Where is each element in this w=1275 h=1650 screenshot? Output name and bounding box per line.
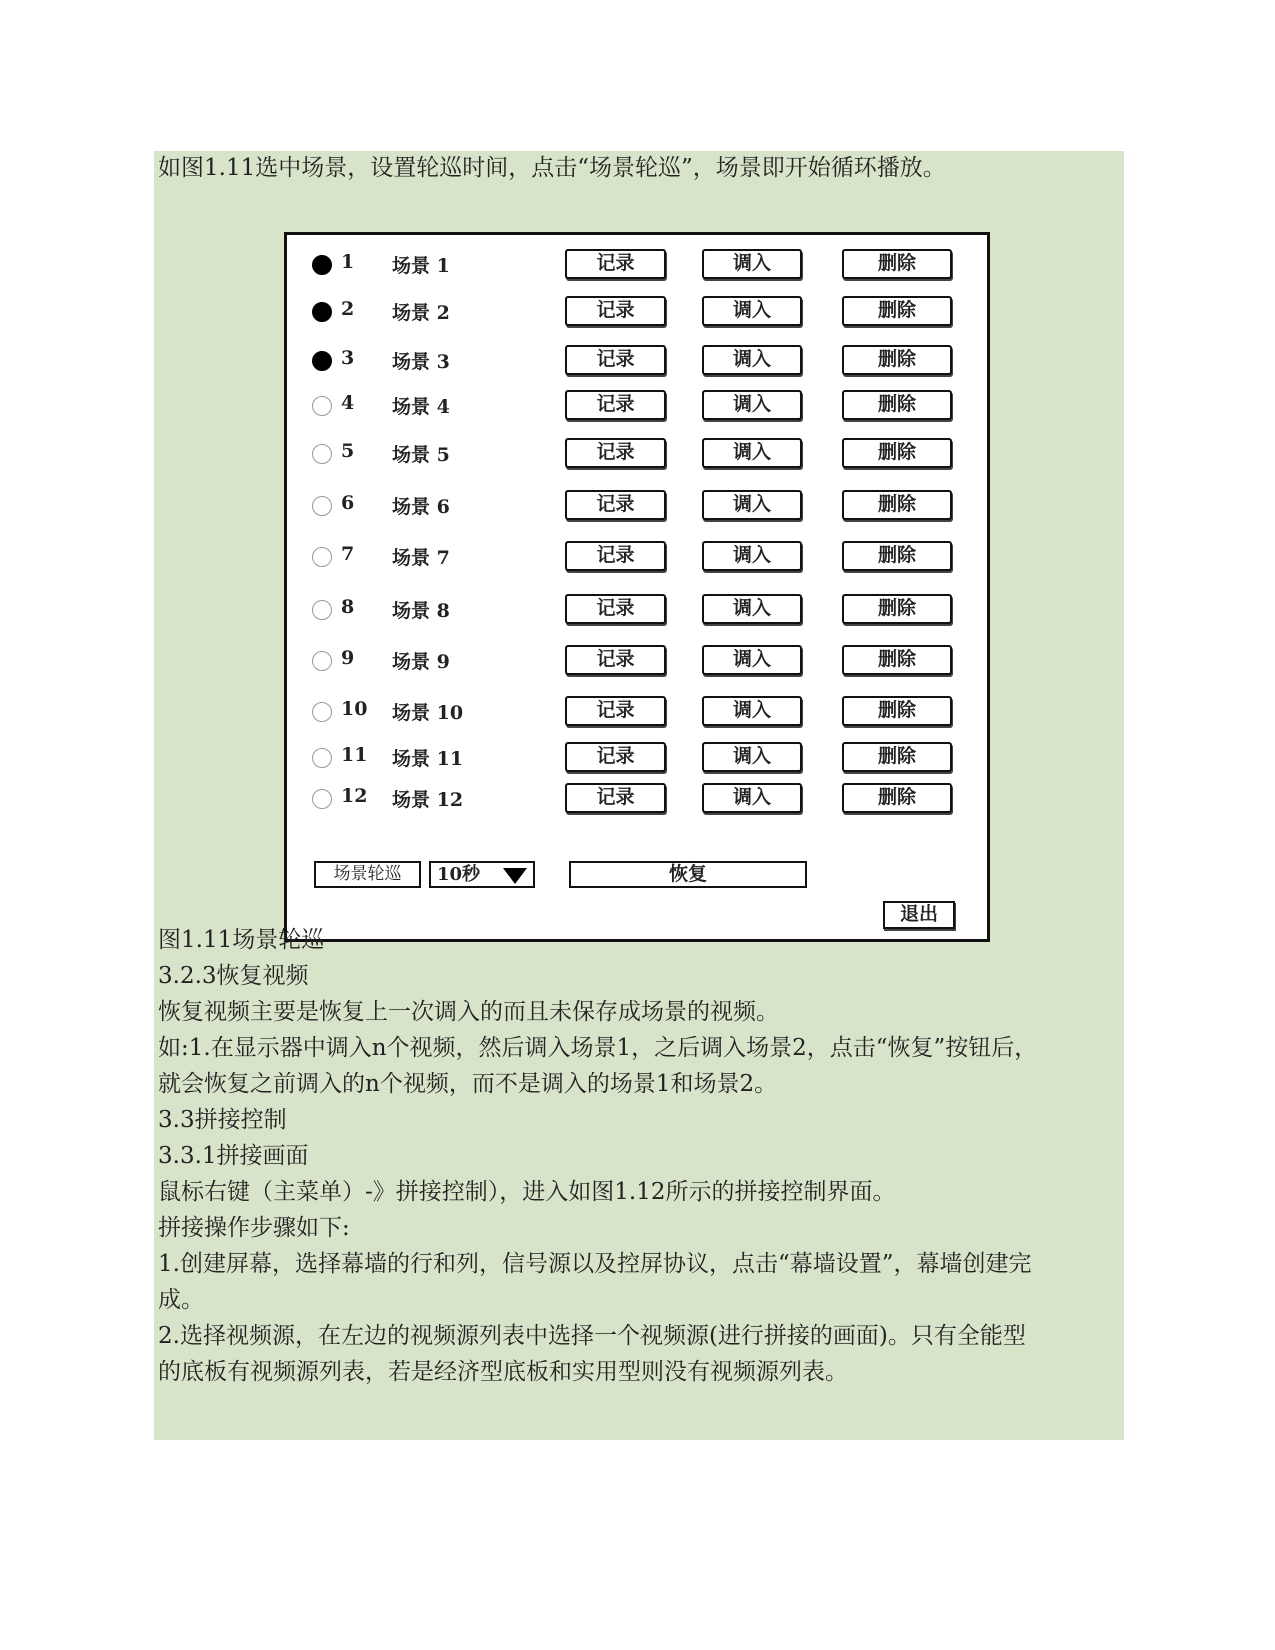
load-button[interactable]: 调入 — [702, 594, 802, 624]
delete-button[interactable]: 删除 — [842, 490, 952, 520]
record-button[interactable]: 记录 — [565, 438, 666, 468]
scene-number: 12 — [341, 785, 368, 807]
load-button[interactable]: 调入 — [702, 345, 802, 375]
scene-radio[interactable] — [312, 351, 332, 371]
load-button[interactable]: 调入 — [702, 696, 802, 726]
body-line: 1.创建屏幕，选择幕墙的行和列，信号源以及控屏协议，点击“幕墙设置”，幕墙创建完 — [158, 1251, 1032, 1277]
record-button[interactable]: 记录 — [565, 490, 666, 520]
load-button[interactable]: 调入 — [702, 742, 802, 772]
record-button[interactable]: 记录 — [565, 783, 666, 813]
load-button[interactable]: 调入 — [702, 541, 802, 571]
interval-select[interactable] — [429, 861, 535, 888]
scene-row — [287, 738, 987, 778]
scene-number: 11 — [341, 744, 368, 766]
scene-row — [287, 692, 987, 732]
load-button[interactable]: 调入 — [702, 438, 802, 468]
scene-radio[interactable] — [312, 651, 332, 671]
delete-button[interactable]: 删除 — [842, 249, 952, 279]
restore-button[interactable]: 恢复 — [569, 861, 807, 888]
body-line: 2.选择视频源，在左边的视频源列表中选择一个视频源(进行拼接的画面)。只有全能型 — [158, 1323, 1026, 1349]
scene-radio[interactable] — [312, 302, 332, 322]
scene-radio[interactable] — [312, 789, 332, 809]
scene-row — [287, 779, 987, 819]
record-button[interactable]: 记录 — [565, 696, 666, 726]
record-button[interactable]: 记录 — [565, 296, 666, 326]
body-line: 拼接操作步骤如下: — [158, 1215, 350, 1241]
load-button[interactable]: 调入 — [702, 390, 802, 420]
scene-radio[interactable] — [312, 748, 332, 768]
record-button[interactable]: 记录 — [565, 742, 666, 772]
body-line: 3.2.3恢复视频 — [158, 963, 309, 989]
delete-button[interactable]: 删除 — [842, 345, 952, 375]
scene-radio[interactable] — [312, 396, 332, 416]
scene-name: 场景 3 — [392, 351, 450, 373]
body-line: 鼠标右键（主菜单）-》拼接控制），进入如图1.12所示的拼接控制界面。 — [158, 1179, 896, 1205]
delete-button[interactable]: 删除 — [842, 541, 952, 571]
record-button[interactable]: 记录 — [565, 390, 666, 420]
dropdown-arrow-icon — [503, 868, 527, 884]
scene-number: 5 — [341, 440, 355, 462]
scene-name: 场景 10 — [392, 702, 464, 724]
scene-row — [287, 641, 987, 681]
scene-radio[interactable] — [312, 255, 332, 275]
body-line: 3.3.1拼接画面 — [158, 1143, 309, 1169]
delete-button[interactable]: 删除 — [842, 783, 952, 813]
delete-button[interactable]: 删除 — [842, 438, 952, 468]
scene-name: 场景 1 — [392, 255, 450, 277]
body-line: 就会恢复之前调入的n个视频，而不是调入的场景1和场景2。 — [158, 1071, 778, 1097]
body-line: 3.3拼接控制 — [158, 1107, 287, 1133]
scene-name: 场景 7 — [392, 547, 450, 569]
load-button[interactable]: 调入 — [702, 296, 802, 326]
scene-row — [287, 590, 987, 630]
interval-value: 10秒 — [437, 864, 481, 885]
scene-name: 场景 9 — [392, 651, 450, 673]
exit-button[interactable]: 退出 — [883, 901, 955, 929]
delete-button[interactable]: 删除 — [842, 296, 952, 326]
delete-button[interactable]: 删除 — [842, 696, 952, 726]
load-button[interactable]: 调入 — [702, 490, 802, 520]
delete-button[interactable]: 删除 — [842, 390, 952, 420]
scene-name: 场景 11 — [392, 748, 464, 770]
load-button[interactable]: 调入 — [702, 783, 802, 813]
scene-row — [287, 292, 987, 332]
scene-radio[interactable] — [312, 702, 332, 722]
record-button[interactable]: 记录 — [565, 345, 666, 375]
scene-row — [287, 341, 987, 381]
intro-text: 如图1.11选中场景，设置轮巡时间，点击“场景轮巡”，场景即开始循环播放。 — [158, 155, 946, 181]
body-line: 如:1.在显示器中调入n个视频，然后调入场景1，之后调入场景2，点击“恢复”按钮后， — [158, 1035, 1038, 1061]
scene-radio[interactable] — [312, 600, 332, 620]
scene-row — [287, 434, 987, 474]
scene-name: 场景 6 — [392, 496, 450, 518]
body-line: 成。 — [158, 1287, 204, 1313]
scene-radio[interactable] — [312, 444, 332, 464]
scene-number: 6 — [341, 492, 355, 514]
record-button[interactable]: 记录 — [565, 541, 666, 571]
scene-name: 场景 2 — [392, 302, 450, 324]
scene-number: 1 — [341, 251, 355, 273]
scene-row — [287, 245, 987, 285]
load-button[interactable]: 调入 — [702, 645, 802, 675]
scene-name: 场景 8 — [392, 600, 450, 622]
record-button[interactable]: 记录 — [565, 249, 666, 279]
delete-button[interactable]: 删除 — [842, 645, 952, 675]
scene-number: 8 — [341, 596, 355, 618]
delete-button[interactable]: 删除 — [842, 742, 952, 772]
scene-number: 4 — [341, 392, 355, 414]
body-line: 的底板有视频源列表，若是经济型底板和实用型则没有视频源列表。 — [158, 1359, 848, 1385]
scene-number: 7 — [341, 543, 355, 565]
scene-name: 场景 12 — [392, 789, 464, 811]
scene-number: 10 — [341, 698, 368, 720]
record-button[interactable]: 记录 — [565, 594, 666, 624]
scene-row — [287, 486, 987, 526]
scene-radio[interactable] — [312, 496, 332, 516]
scene-tour-button[interactable]: 场景轮巡 — [314, 861, 421, 888]
load-button[interactable]: 调入 — [702, 249, 802, 279]
scene-number: 2 — [341, 298, 355, 320]
scene-number: 9 — [341, 647, 355, 669]
scene-row — [287, 537, 987, 577]
scene-radio[interactable] — [312, 547, 332, 567]
delete-button[interactable]: 删除 — [842, 594, 952, 624]
scene-row — [287, 386, 987, 426]
scene-tour-dialog — [284, 232, 990, 942]
body-line: 恢复视频主要是恢复上一次调入的而且未保存成场景的视频。 — [158, 999, 779, 1025]
record-button[interactable]: 记录 — [565, 645, 666, 675]
scene-name: 场景 5 — [392, 444, 450, 466]
scene-name: 场景 4 — [392, 396, 450, 418]
body-line: 图1.11场景轮巡 — [158, 927, 325, 953]
scene-number: 3 — [341, 347, 355, 369]
